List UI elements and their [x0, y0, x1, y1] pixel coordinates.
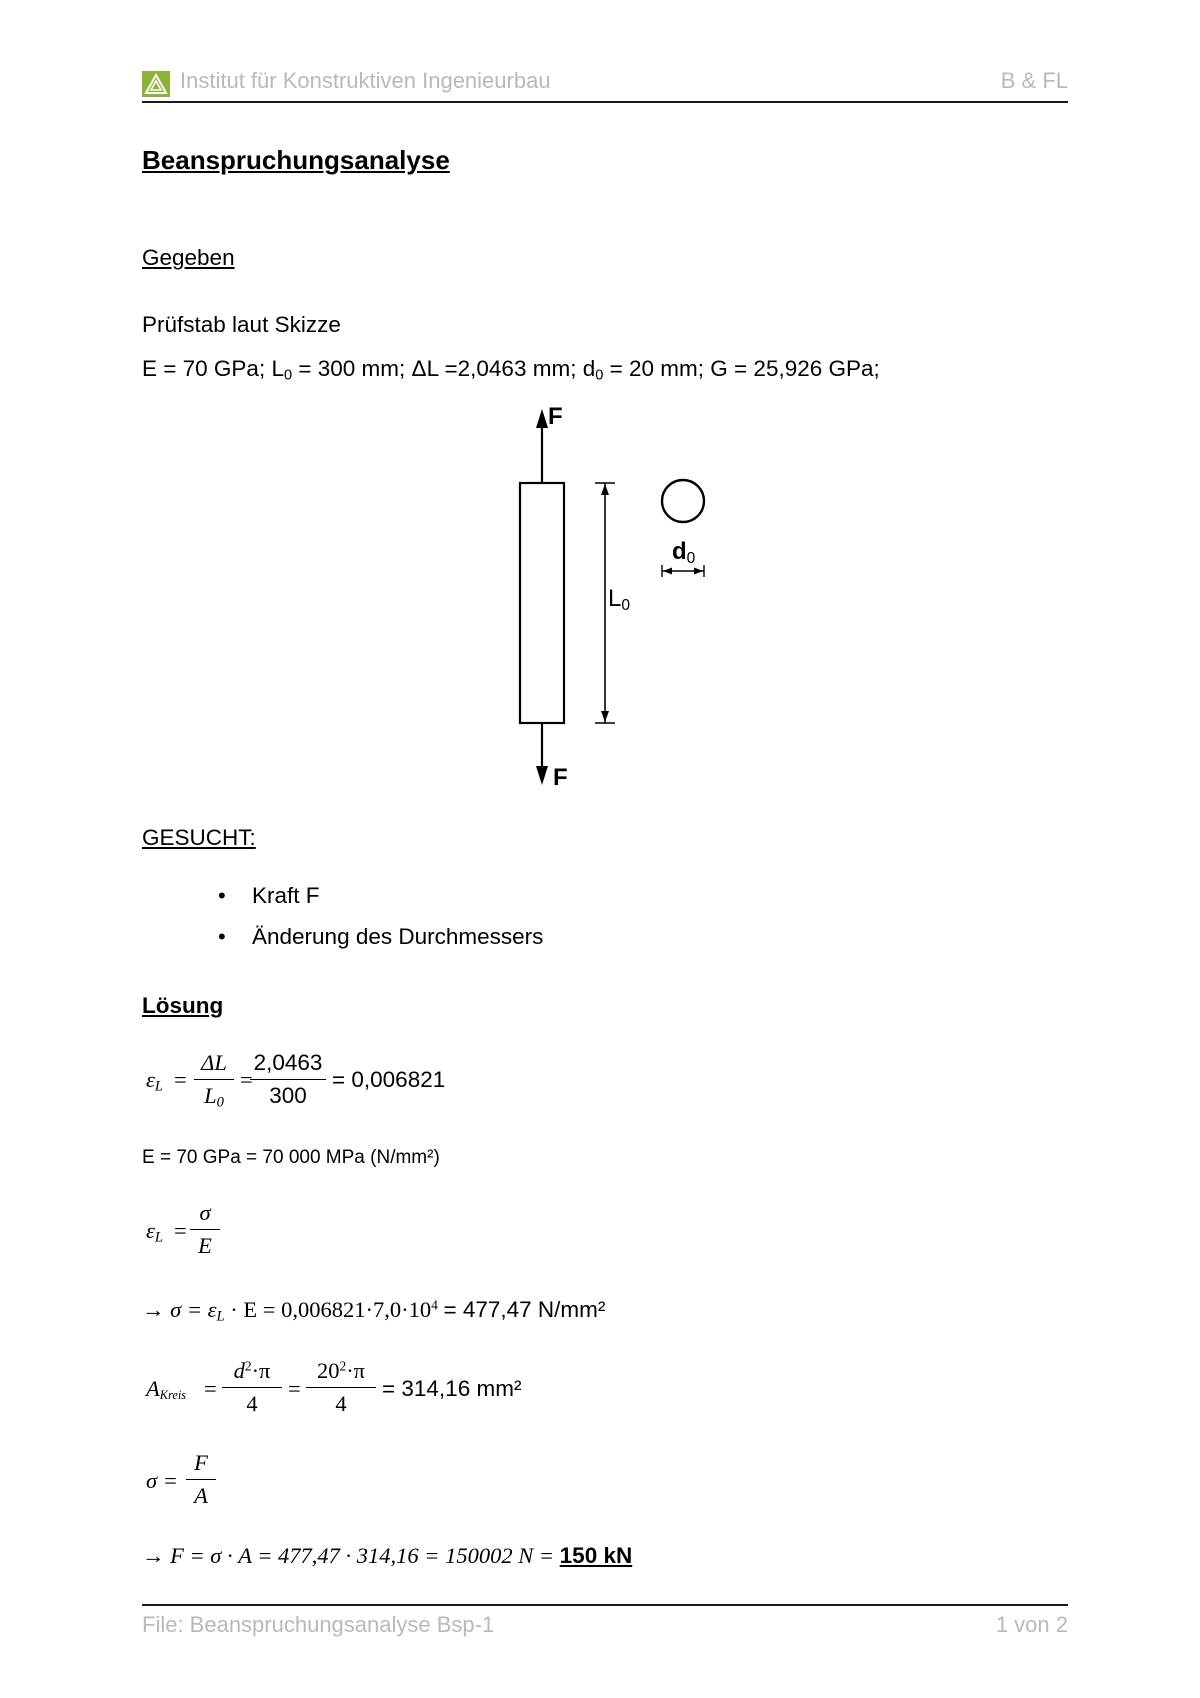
header-right-label: B & FL [1000, 68, 1068, 93]
area-equation: $A_{Kreis}$ = $\frac{d^2\cdot\pi}{4}$ = $\frac{20^2\cdot\pi}{4}$ = 314,16 mm² [146, 1358, 522, 1416]
modulus-line: E = 70 GPa = 70 000 MPa (N/mm²) [142, 1147, 440, 1168]
page-title: Beanspruchungsanalyse [142, 145, 450, 175]
header-rule [142, 101, 1068, 103]
force-result: 150 kN [559, 1543, 633, 1568]
diameter-label: $d_0$ [672, 538, 696, 567]
sought-list [218, 883, 543, 965]
header-institute: Institut für Konstruktiven Ingenieurbau [180, 68, 551, 93]
footer-rule [142, 1604, 1068, 1606]
force-equation: → F = σ · A = 477,47 · 314,16 = 150002 N = 150 kN [142, 1543, 633, 1568]
rod-rectangle [520, 483, 564, 723]
stress-equation: → $\sigma = \varepsilon_L \cdot E = 0,006821\cdot 7,0\cdot 10^4 = 477,47$ N/mm² [142, 1297, 606, 1325]
given-parameters: E = 70 GPa; $L_0 = 300$ mm; ΔL =2,0463 mm; $d_0 = 20$ mm; G = 25,926 GPa; [142, 356, 880, 384]
sigma-equation: σ = $\frac{F}{A}$ [146, 1450, 266, 1530]
footer-page: 1 von 2 [995, 1612, 1068, 1637]
bottom-force-arrowhead [536, 766, 548, 785]
force-label-bottom: F [553, 764, 568, 791]
top-force-arrowhead [536, 409, 548, 428]
given-line-1: Prüfstab laut Skizze [142, 312, 341, 337]
list-item: • Änderung des Durchmessers [218, 924, 543, 965]
strain-equation: $\varepsilon_L$ = $\frac{\Delta L}{L_0}$ = $\frac{2,0463}{300}$ = 0,006821 [146, 1050, 446, 1111]
cross-section-circle [662, 480, 704, 522]
force-label-top: F [548, 403, 563, 430]
footer-file: File: Beanspruchungsanalyse Bsp-1 [142, 1612, 495, 1637]
list-item: • Kraft F [218, 883, 543, 924]
page-header [142, 62, 1068, 102]
hooke-equation: $\varepsilon_L$ = $\frac{\sigma}{E}$ [146, 1200, 266, 1280]
sought-heading: GESUCHT: [142, 825, 256, 850]
solution-heading: Lösung [142, 993, 224, 1018]
length-label: $L_0$ [608, 585, 631, 614]
institute-logo-icon [142, 71, 170, 97]
given-heading: Gegeben [142, 245, 235, 270]
